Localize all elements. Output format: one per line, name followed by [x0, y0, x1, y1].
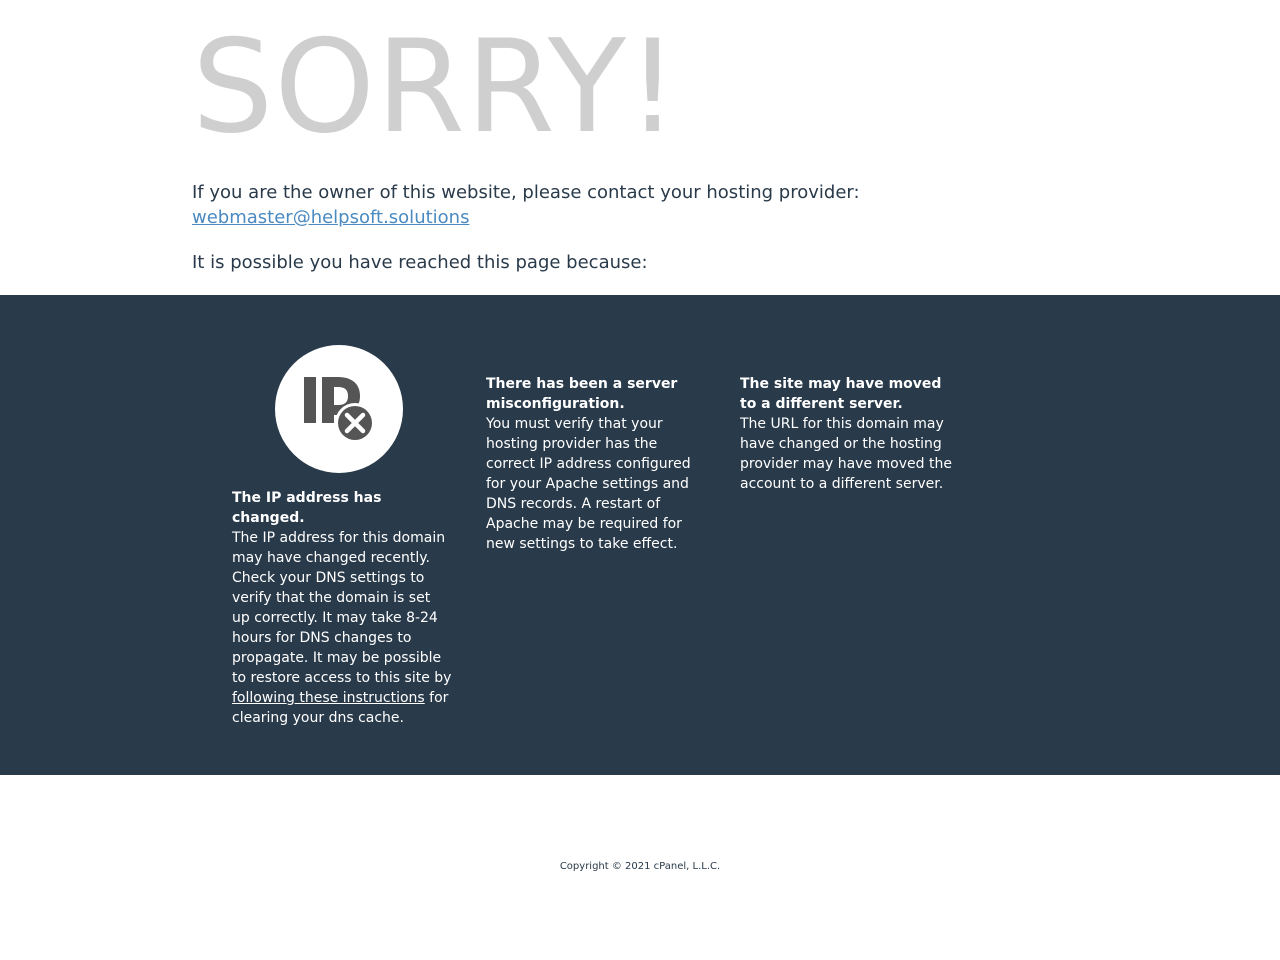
reason-heading: The site may have moved to a different server. [740, 376, 942, 412]
dns-cache-instructions-link[interactable]: following these instructions [232, 690, 425, 706]
ip-address-error-icon [275, 345, 403, 473]
copyright-text: Copyright © 2021 cPanel, L.L.C. [559, 861, 721, 872]
reason-site-moved [740, 374, 960, 494]
reason-heading: There has been a server misconfiguration. [486, 376, 678, 412]
reason-heading: The IP address has changed. [232, 490, 382, 526]
reason-server-misconfiguration [486, 374, 706, 554]
contact-email-link[interactable]: webmaster@helpsoft.solutions [192, 207, 470, 228]
owner-message: If you are the owner of this website, please contact your hosting provider: [192, 182, 860, 203]
page-title: SORRY! [192, 13, 680, 162]
reason-ip-changed [232, 488, 452, 728]
reason-body-text-end: for clearing your dns cache. [232, 690, 449, 726]
reason-body: You must verify that your hosting provider has the correct IP address configured for your Apache settings and DNS records. A restart of Apache may be required for new settings to take effect. [486, 416, 691, 552]
reason-body-text: The IP address for this domain may have changed recently. Check your DNS settings to verify that the domain is set up correctly. It may take 8-24 hours for DNS changes to propagate. It may be possible to restore access to this site by [232, 530, 452, 686]
reason-body [232, 528, 452, 728]
reason-body: The URL for this domain may have changed or the hosting provider may have moved the account to a different server. [740, 416, 952, 492]
reason-intro: It is possible you have reached this page because: [192, 252, 648, 273]
